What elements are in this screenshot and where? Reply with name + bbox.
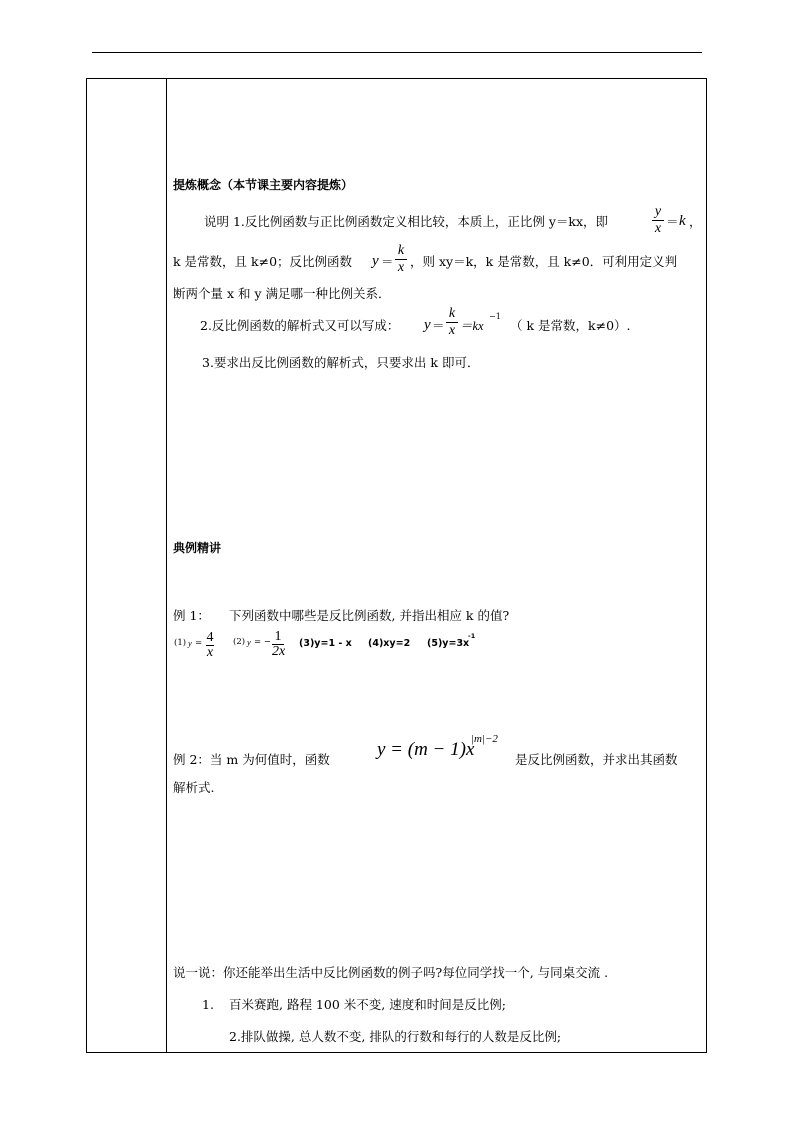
option-2-y: y bbox=[247, 637, 251, 647]
example-1-label: 例 1： bbox=[173, 608, 210, 623]
fraction-k-over-x bbox=[395, 244, 407, 275]
option-5-exponent: -1 bbox=[468, 632, 476, 640]
fraction-numerator: 1 bbox=[274, 629, 282, 644]
formula-kx: ＝kx bbox=[460, 319, 484, 333]
variable-y: y bbox=[424, 317, 431, 333]
fraction-numerator: k bbox=[397, 243, 405, 258]
fraction-k-over-x bbox=[446, 307, 458, 338]
option-1-eq: = bbox=[195, 638, 203, 648]
comma: ， bbox=[689, 214, 702, 229]
example-2-line-2: 解析式. bbox=[173, 780, 215, 795]
discussion-intro: 说一说：你还能举出生活中反比例函数的例子吗?每位同学找一个, 与同桌交流 . bbox=[173, 965, 609, 980]
variable-k: k bbox=[679, 213, 686, 229]
example-2-exponent: |m|−2 bbox=[471, 733, 498, 745]
list-item-1-text: 百米赛跑, 路程 100 米不变, 速度和时间是反比例; bbox=[229, 997, 506, 1012]
section-heading-concepts: 提炼概念（本节课主要内容提炼） bbox=[173, 178, 354, 192]
fraction-denominator: x bbox=[397, 260, 405, 275]
example-2-label: 例 2：当 m 为何值时，函数 bbox=[173, 752, 330, 767]
equals-sign: ＝ bbox=[432, 318, 445, 333]
option-1-y: y bbox=[188, 638, 192, 648]
option-5: (5)y=3x bbox=[427, 638, 470, 649]
header-rule bbox=[92, 52, 702, 53]
paragraph-2-text: k 是常数，且 k≠0；反比例函数 bbox=[173, 254, 353, 269]
option-3: (3)y=1 - x bbox=[299, 638, 352, 649]
fraction-numerator: 4 bbox=[206, 630, 214, 645]
equals-sign: ＝ bbox=[381, 254, 394, 269]
fraction-denominator: x bbox=[206, 645, 214, 660]
example-2-formula: y = (m − 1)x bbox=[377, 739, 475, 760]
option-4: (4)xy=2 bbox=[368, 638, 411, 649]
fraction-numerator: y bbox=[654, 204, 662, 219]
fraction-denominator: x bbox=[448, 323, 456, 338]
fraction-denominator: x bbox=[654, 221, 662, 236]
example-1-question: 下列函数中哪些是反比例函数, 并指出相应 k 的值? bbox=[229, 608, 510, 623]
paragraph-5-text: 3.要求出反比例函数的解析式，只要求出 k 即可． bbox=[202, 355, 480, 370]
paragraph-4-text: 2.反比例函数的解析式又可以写成： bbox=[200, 318, 400, 333]
paragraph-1-text: 说明 1.反比例函数与正比例函数定义相比较，本质上，正比例 y＝kx，即 bbox=[204, 214, 609, 229]
fraction-numerator: k bbox=[448, 306, 456, 321]
equals-sign: ＝ bbox=[666, 214, 679, 229]
list-item-2-text: 2.排队做操, 总人数不变, 排队的行数和每行的人数是反比例; bbox=[229, 1029, 562, 1044]
variable-y: y bbox=[372, 253, 379, 269]
paragraph-4-note: （ k 是常数，k≠0）. bbox=[510, 318, 631, 333]
paragraph-2-continuation: ，则 xy＝k，k 是常数，且 k≠0．可利用定义判 bbox=[410, 254, 678, 269]
option-2-prefix: (2) bbox=[233, 637, 246, 647]
option-2-fraction bbox=[272, 630, 284, 659]
paragraph-3-text: 断两个量 x 和 y 满足哪一种比例关系． bbox=[173, 286, 391, 301]
option-2-eq: = − bbox=[254, 637, 271, 647]
section-heading-examples: 典例精讲 bbox=[173, 541, 222, 555]
fraction-denominator: 2x bbox=[272, 644, 286, 659]
exponent: −1 bbox=[489, 312, 501, 321]
option-1-fraction bbox=[206, 631, 214, 660]
option-1-prefix: (1) bbox=[174, 638, 187, 648]
list-item-1-number: 1. bbox=[202, 997, 214, 1012]
example-2-continuation: 是反比例函数，并求出其函数 bbox=[515, 752, 678, 767]
fraction-y-over-x bbox=[652, 205, 664, 236]
column-divider bbox=[166, 79, 167, 1052]
